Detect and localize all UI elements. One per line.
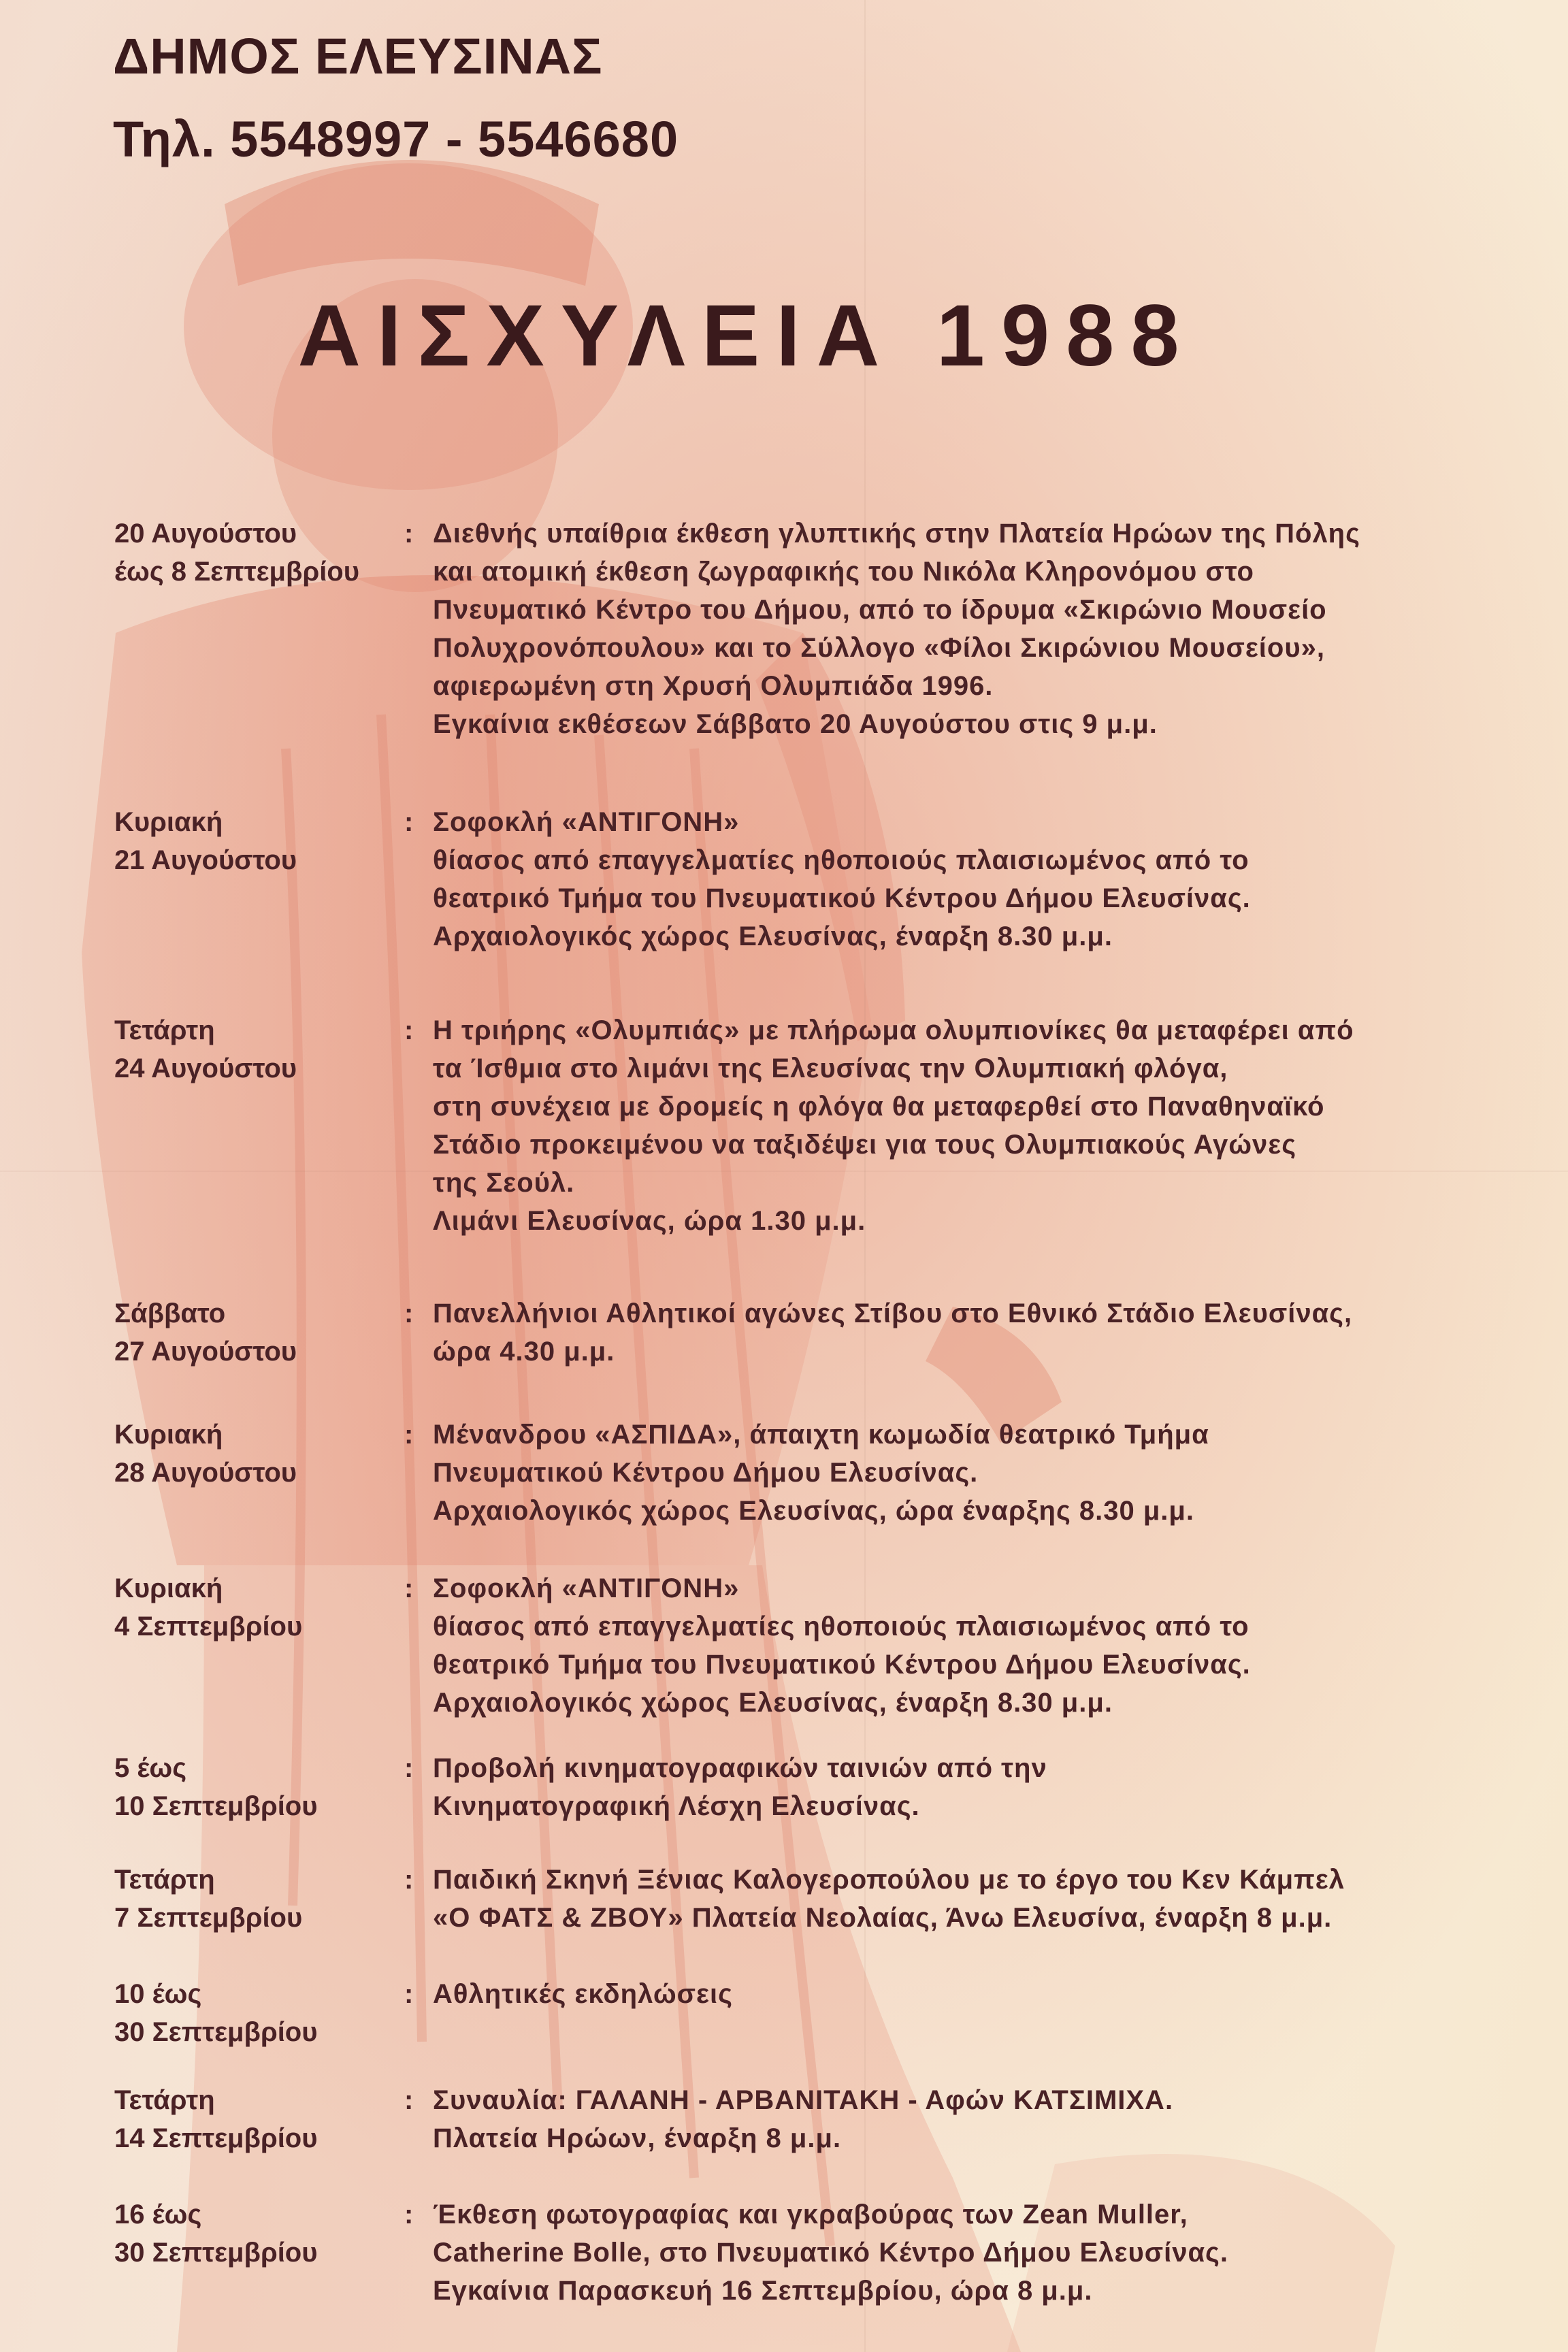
event-line: Πλατεία Ηρώων, έναρξη 8 μ.μ. xyxy=(433,2123,842,2153)
event-date xyxy=(114,1975,414,2051)
event-description xyxy=(433,514,1494,743)
event-date xyxy=(114,2081,414,2157)
event-description xyxy=(433,1011,1494,1240)
separator-colon: : xyxy=(404,1753,414,1783)
event-date xyxy=(114,514,414,591)
event-description xyxy=(433,1416,1494,1530)
event-line: Catherine Bolle, στο Πνευματικό Κέντρο Δήμου Ελευσίνας. xyxy=(433,2238,1228,2268)
separator-colon: : xyxy=(404,1865,414,1895)
event-description xyxy=(433,1569,1494,1722)
event-date xyxy=(114,2195,414,2272)
event-date-line: 21 Αυγούστου xyxy=(114,845,297,875)
event-description xyxy=(433,1294,1494,1371)
event-line: Παιδική Σκηνή Ξένιας Καλογεροπούλου με το έργο του Κεν Κάμπελ xyxy=(433,1865,1345,1895)
event-date-line: 10 έως xyxy=(114,1979,202,2009)
event-description xyxy=(433,2195,1494,2310)
event-line: Εγκαίνια Παρασκευή 16 Σεπτεμβρίου, ώρα 8 μ.μ. xyxy=(433,2276,1093,2306)
event-date-line: 24 Αυγούστου xyxy=(114,1054,297,1083)
event-line: Λιμάνι Ελευσίνας, ώρα 1.30 μ.μ. xyxy=(433,1206,866,1236)
event-date-line: 30 Σεπτεμβρίου xyxy=(114,2017,318,2047)
event-description xyxy=(433,1861,1494,1937)
event-date-line: 7 Σεπτεμβρίου xyxy=(114,1903,303,1933)
event-date xyxy=(114,1749,414,1825)
event-line: στη συνέχεια με δρομείς η φλόγα θα μεταφερθεί στο Παναθηναϊκό xyxy=(433,1092,1325,1122)
event-date-line: 5 έως xyxy=(114,1753,186,1783)
separator-colon: : xyxy=(404,1015,414,1045)
event-date xyxy=(114,1569,414,1646)
event-date xyxy=(114,1294,414,1371)
event-line: Συναυλία: ΓΑΛΑΝΗ - ΑΡΒΑΝΙΤΑΚΗ - Αφών ΚΑΤΣΙΜΙΧΑ. xyxy=(433,2085,1174,2115)
event-description xyxy=(433,1975,1494,2013)
separator-colon: : xyxy=(404,807,414,837)
event-date-line: 27 Αυγούστου xyxy=(114,1337,297,1367)
poster-title: ΑΙΣΧΥΛΕΙΑ 1988 xyxy=(297,287,1196,385)
event-line: Αρχαιολογικός χώρος Ελευσίνας, έναρξη 8.30 μ.μ. xyxy=(433,1688,1113,1718)
event-line: Προβολή κινηματογραφικών ταινιών από την xyxy=(433,1753,1047,1783)
separator-colon: : xyxy=(404,1979,414,2009)
event-date-line: Τετάρτη xyxy=(114,1865,215,1895)
event-date-line: έως 8 Σεπτεμβρίου xyxy=(114,557,360,587)
event-line: Πνευματικό Κέντρο του Δήμου, από το ίδρυμα «Σκιρώνιο Μουσείο xyxy=(433,595,1327,625)
event-date-line: 28 Αυγούστου xyxy=(114,1458,297,1488)
event-date-line: Σάββατο xyxy=(114,1298,226,1328)
event-date-line: 16 έως xyxy=(114,2200,202,2230)
event-line: Σοφοκλή «ΑΝΤΙΓΟΝΗ» xyxy=(433,807,740,837)
event-line: Αρχαιολογικός χώρος Ελευσίνας, έναρξη 8.30 μ.μ. xyxy=(433,921,1113,951)
event-description xyxy=(433,2081,1494,2157)
separator-colon: : xyxy=(404,1573,414,1603)
event-line: Εγκαίνια εκθέσεων Σάββατο 20 Αυγούστου στις 9 μ.μ. xyxy=(433,709,1158,739)
event-date-line: Κυριακή xyxy=(114,807,223,837)
event-line: θεατρικό Τμήμα του Πνευματικού Κέντρου Δήμου Ελευσίνας. xyxy=(433,883,1251,913)
event-line: αφιερωμένη στη Χρυσή Ολυμπιάδα 1996. xyxy=(433,671,994,701)
event-date-line: Κυριακή xyxy=(114,1420,223,1450)
event-date-line: 4 Σεπτεμβρίου xyxy=(114,1612,303,1642)
event-line: και ατομική έκθεση ζωγραφικής του Νικόλα Κληρονόμου στο xyxy=(433,557,1254,587)
event-date xyxy=(114,803,414,879)
event-line: Πανελλήνιοι Αθλητικοί αγώνες Στίβου στο Εθνικό Στάδιο Ελευσίνας, xyxy=(433,1298,1353,1328)
event-line: Αθλητικές εκδηλώσεις xyxy=(433,1979,733,2009)
event-line: Μένανδρου «ΑΣΠΙΔΑ», άπαιχτη κωμωδία θεατρικό Τμήμα xyxy=(433,1420,1209,1450)
event-line: Έκθεση φωτογραφίας και γκραβούρας των Zean Muller, xyxy=(433,2200,1188,2230)
event-line: Σοφοκλή «ΑΝΤΙΓΟΝΗ» xyxy=(433,1573,740,1603)
event-date-line: 14 Σεπτεμβρίου xyxy=(114,2123,318,2153)
event-line: Στάδιο προκειμένου να ταξιδέψει για τους Ολυμπιακούς Αγώνες xyxy=(433,1130,1297,1160)
event-date xyxy=(114,1011,414,1088)
separator-colon: : xyxy=(404,1298,414,1328)
event-date xyxy=(114,1861,414,1937)
event-date xyxy=(114,1416,414,1492)
event-line: ώρα 4.30 μ.μ. xyxy=(433,1337,615,1367)
event-date-line: 10 Σεπτεμβρίου xyxy=(114,1791,318,1821)
event-line: Πολυχρονόπουλου» και το Σύλλογο «Φίλοι Σκιρώνιου Μουσείου», xyxy=(433,633,1325,663)
event-line: της Σεούλ. xyxy=(433,1168,575,1198)
event-date-line: Τετάρτη xyxy=(114,2085,215,2115)
event-line: θίασος από επαγγελματίες ηθοποιούς πλαισιωμένος από το xyxy=(433,1612,1250,1642)
event-line: Η τριήρης «Ολυμπιάς» με πλήρωμα ολυμπιονίκες θα μεταφέρει από xyxy=(433,1015,1354,1045)
phone-numbers: Τηλ. 5548997 - 5546680 xyxy=(113,111,679,167)
separator-colon: : xyxy=(404,2200,414,2230)
event-line: θίασος από επαγγελματίες ηθοποιούς πλαισιωμένος από το xyxy=(433,845,1250,875)
event-line: Διεθνής υπαίθρια έκθεση γλυπτικής στην Πλατεία Ηρώων της Πόλης xyxy=(433,519,1360,549)
event-line: θεατρικό Τμήμα του Πνευματικού Κέντρου Δήμου Ελευσίνας. xyxy=(433,1650,1251,1680)
event-line: Πνευματικού Κέντρου Δήμου Ελευσίνας. xyxy=(433,1458,979,1488)
event-date-line: 30 Σεπτεμβρίου xyxy=(114,2238,318,2268)
event-line: Αρχαιολογικός χώρος Ελευσίνας, ώρα έναρξης 8.30 μ.μ. xyxy=(433,1496,1194,1526)
separator-colon: : xyxy=(404,1420,414,1450)
event-date-line: Τετάρτη xyxy=(114,1015,215,1045)
event-line: Κινηματογραφική Λέσχη Ελευσίνας. xyxy=(433,1791,920,1821)
event-date-line: Κυριακή xyxy=(114,1573,223,1603)
event-line: «Ο ΦΑΤΣ & ΖΒΟΥ» Πλατεία Νεολαίας, Άνω Ελευσίνα, έναρξη 8 μ.μ. xyxy=(433,1903,1333,1933)
event-line: τα Ίσθμια στο λιμάνι της Ελευσίνας την Ολυμπιακή φλόγα, xyxy=(433,1054,1228,1083)
event-description xyxy=(433,803,1494,956)
event-description xyxy=(433,1749,1494,1825)
municipality-name: ΔΗΜΟΣ ΕΛΕΥΣΙΝΑΣ xyxy=(113,28,603,84)
separator-colon: : xyxy=(404,2085,414,2115)
separator-colon: : xyxy=(404,519,414,549)
event-date-line: 20 Αυγούστου xyxy=(114,519,297,549)
